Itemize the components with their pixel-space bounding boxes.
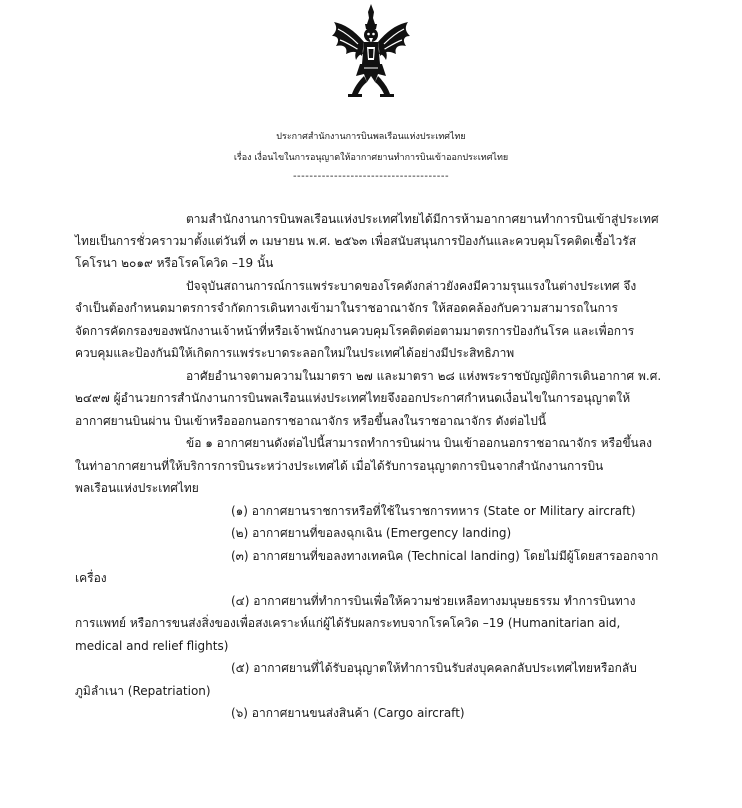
body-line: ไทยเป็นการชั่วคราวมาตั้งแต่วันที่ ๓ เมษายน พ.ศ. ๒๕๖๓ เพื่อสนับสนุนการป้องกันและควบคุมโรคติดเชื้อไวรัส	[75, 234, 637, 248]
body-line: พลเรือนแห่งประเทศไทย	[75, 481, 199, 495]
body-line: อาศัยอำนาจตามความในมาตรา ๒๗ และมาตรา ๒๘ แห่งพระราชบัญญัติการเดินอากาศ พ.ศ.	[186, 369, 662, 383]
list-item: (๓) อากาศยานที่ขอลงทางเทคนิค (Technical landing) โดยไม่มีผู้โดยสารออกจาก	[231, 549, 659, 563]
list-item-continuation: medical and relief flights)	[75, 639, 229, 653]
list-item-continuation: การแพทย์ หรือการขนส่งสิ่งของเพื่อสงเคราะห์แก่ผู้ได้รับผลกระทบจากโรคโควิด –19 (Humanitarian aid,	[75, 616, 621, 630]
list-item: (๖) อากาศยานขนส่งสินค้า (Cargo aircraft)	[231, 706, 465, 720]
body-line: จำเป็นต้องกำหนดมาตรการจำกัดการเดินทางเข้ามาในราชอาณาจักร ให้สอดคล้องกับความสามารถในการ	[75, 301, 618, 315]
announcement-title: ประกาศสำนักงานการบินพลเรือนแห่งประเทศไทย	[276, 132, 466, 142]
body-line: ๒๔๙๗ ผู้อำนวยการสำนักงานการบินพลเรือนแห่งประเทศไทยจึงออกประกาศกำหนดเงื่อนไขในการอนุญาตให้	[75, 391, 631, 405]
list-item: (๑) อากาศยานราชการหรือที่ใช้ในราชการทหาร (State or Military aircraft)	[231, 504, 636, 518]
list-item-continuation: เครื่อง	[75, 571, 107, 585]
body-line: ในท่าอากาศยานที่ให้บริการการบินระหว่างประเทศได้ เมื่อได้รับการอนุญาตการบินจากสำนักงานการบิน	[75, 459, 604, 473]
announcement-subject: เรื่อง เงื่อนไขในการอนุญาตให้อากาศยานทำการบินเข้าออกประเทศไทย	[233, 153, 509, 163]
body-line: อากาศยานบินผ่าน บินเข้าหรือออกนอกราชอาณาจักร หรือขึ้นลงในราชอาณาจักร ดังต่อไปนี้	[75, 414, 547, 428]
list-item: (๒) อากาศยานที่ขอลงฉุกเฉิน (Emergency landing)	[231, 526, 512, 540]
list-item: (๔) อากาศยานที่ทำการบินเพื่อให้ความช่วยเหลือทางมนุษยธรรม ทำการบินทาง	[231, 594, 636, 608]
body-line: ปัจจุบันสถานการณ์การแพร่ระบาดของโรคดังกล่าวยังคงมีความรุนแรงในต่างประเทศ จึง	[186, 279, 637, 293]
list-item-continuation: ภูมิลำเนา (Repatriation)	[75, 684, 211, 698]
list-item: (๕) อากาศยานที่ได้รับอนุญาตให้ทำการบินรับส่งบุคคลกลับประเทศไทยหรือกลับ	[231, 661, 637, 675]
body-line: ตามสำนักงานการบินพลเรือนแห่งประเทศไทยได้มีการห้ามอากาศยานทำการบินเข้าสู่ประเทศ	[186, 212, 659, 226]
body-line: ข้อ ๑ อากาศยานดังต่อไปนี้สามารถทำการบินผ่าน บินเข้าออกนอกราชอาณาจักร หรือขึ้นลง	[186, 436, 652, 450]
body-line: จัดการคัดกรองของพนักงานเจ้าหน้าที่หรือเจ้าพนักงานควบคุมโรคติดต่อตามมาตรการป้องกันโรค และเพื่อการ	[75, 324, 635, 338]
body-line: ควบคุมและป้องกันมิให้เกิดการแพร่ระบาดระลอกใหม่ในประเทศได้อย่างมีประสิทธิภาพ	[75, 346, 515, 360]
title-separator: --------------------------------------	[292, 171, 450, 182]
body-line: โคโรนา ๒๐๑๙ หรือโรคโควิด –19 นั้น	[75, 256, 274, 270]
garuda-emblem-icon	[328, 2, 414, 100]
